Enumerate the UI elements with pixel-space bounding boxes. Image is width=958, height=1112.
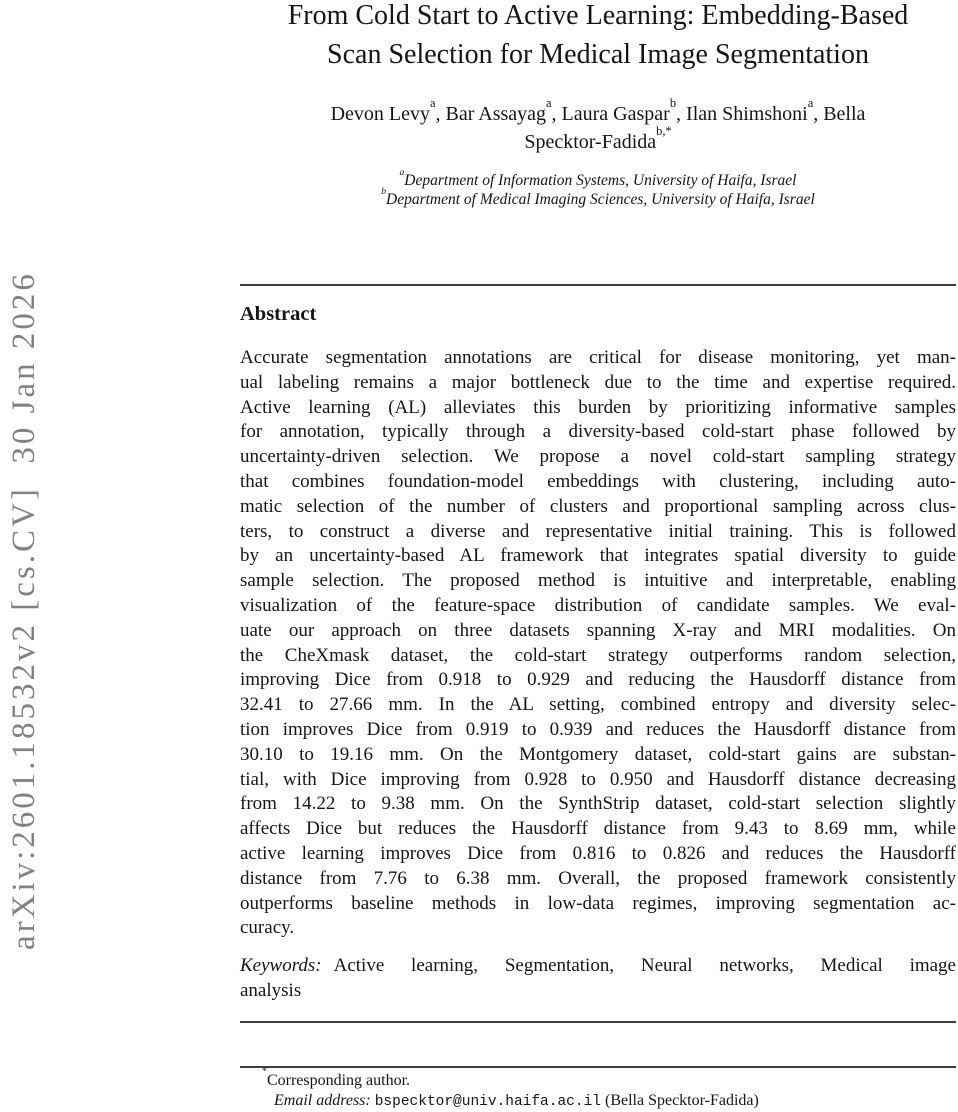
affiliation-line: $^b$Department of Medical Imaging Sciences, University of Haifa, Israel <box>381 185 815 208</box>
abstract-line: tion improves Dice from 0.919 to 0.939 and reduces the Hausdorff distance from <box>240 718 956 740</box>
footnote-email-address: bspecktor@univ.haifa.ac.il <box>374 1093 601 1110</box>
footnote-rule <box>240 1066 956 1068</box>
abstract-line: ters, to construct a diverse and representative initial training. This is followed <box>240 520 956 542</box>
footnote-email-label: Email address: <box>274 1091 371 1109</box>
affiliation-sup: a <box>399 166 405 178</box>
abstract-line: uate our approach on three datasets spanning X-ray and MRI modalities. On <box>240 619 956 641</box>
abstract-line: the CheXmask dataset, the cold-start strategy outperforms random selection, <box>240 644 956 666</box>
abstract-top-rule <box>240 284 956 286</box>
footnote-marker: * <box>262 1066 267 1078</box>
abstract-line: affects Dice but reduces the Hausdorff distance from 9.43 to 8.69 mm, while <box>240 818 956 840</box>
abstract-line: curacy. <box>240 917 295 939</box>
abstract-line: for annotation, typically through a diversity-based cold-start phase followed by <box>240 421 956 443</box>
abstract-line: active learning improves Dice from 0.816 to 0.826 and reduces the Hausdorff <box>240 842 956 864</box>
paper-title-line-1: From Cold Start to Active Learning: Embedding-Based <box>287 0 909 31</box>
keywords-block <box>240 953 956 1003</box>
abstract-line: 32.41 to 27.66 mm. In the AL setting, combined entropy and diversity selec- <box>240 694 956 716</box>
abstract-body <box>240 346 956 941</box>
keywords-text: Active learning, Segmentation, Neural networks, Medical image <box>333 955 956 976</box>
keywords-label: Keywords: <box>240 955 322 976</box>
abstract-line: Active learning (AL) alleviates this burden by prioritizing informative samples <box>240 396 956 418</box>
abstract-line: sample selection. The proposed method is intuitive and interpretable, enabling <box>240 570 956 592</box>
main-column <box>240 0 956 1112</box>
keywords-line-1 <box>240 953 956 978</box>
abstract-line: matic selection of the number of clusters and proportional sampling across clus- <box>240 495 956 517</box>
footnote-corresponding-text: Corresponding author. <box>266 1072 411 1089</box>
paper-title-line-2: Scan Selection for Medical Image Segmentation <box>327 39 869 70</box>
author-affiliation-sup: a <box>430 95 436 110</box>
footnote-corresponding-author <box>240 1066 956 1091</box>
arxiv-sidebar-stamp: arXiv:2601.18532v2 [cs.CV] 30 Jan 2026 <box>6 271 42 950</box>
abstract-heading: Abstract <box>240 303 317 325</box>
paper-title <box>240 0 956 74</box>
abstract-line: Accurate segmentation annotations are critical for disease monitoring, yet man- <box>240 347 956 368</box>
abstract-line: from 14.22 to 9.38 mm. On the SynthStrip dataset, cold-start selection slightly <box>240 793 956 815</box>
author-affiliation-sup: a <box>807 95 814 110</box>
abstract-line: visualization of the feature-space distribution of candidate samples. We eval- <box>240 594 956 616</box>
abstract-line: that combines foundation-model embeddings with clustering, including auto- <box>240 470 956 492</box>
author-affiliation-sup: a <box>546 95 552 110</box>
affiliations <box>240 166 956 209</box>
author-affiliation-sup: b,* <box>656 123 672 138</box>
abstract-line: outperforms baseline methods in low-data regimes, improving segmentation ac- <box>240 892 956 914</box>
author-line-1: Devon Levy$^a$, Bar Assayag$^a$, Laura Gaspar$^b$, Ilan Shimshoni$^a$, Bella <box>330 95 866 125</box>
abstract-line: distance from 7.76 to 6.38 mm. Overall, the proposed framework consistently <box>240 867 956 889</box>
footnote-email-line <box>240 1091 956 1112</box>
author-affiliation-sup: b <box>669 95 677 110</box>
abstract-line: uncertainty-driven selection. We propose a novel cold-start sampling strategy <box>240 446 956 468</box>
abstract-line: by an uncertainty-based AL framework that integrates spatial diversity to guide <box>240 545 956 567</box>
author-line-2: Specktor-Fadida$^{b,*}$ <box>524 123 672 153</box>
abstract-line: tial, with Dice improving from 0.928 to 0.950 and Hausdorff distance decreasing <box>240 768 956 790</box>
affiliation-line: $^a$Department of Information Systems, University of Haifa, Israel <box>399 166 797 189</box>
author-list <box>240 95 956 156</box>
abstract-line: 30.10 to 19.16 mm. On the Montgomery dataset, cold-start gains are substan- <box>240 743 956 765</box>
abstract-bottom-rule <box>240 1021 956 1023</box>
footnote-email-suffix: (Bella Specktor-Fadida) <box>604 1091 759 1109</box>
keywords-line-2: analysis <box>240 980 302 1001</box>
abstract-line: ual labeling remains a major bottleneck due to the time and expertise required. <box>240 371 956 393</box>
affiliation-sup: b <box>381 185 387 197</box>
abstract-line: improving Dice from 0.918 to 0.929 and reducing the Hausdorff distance from <box>240 669 956 691</box>
footnote-block <box>240 1066 956 1112</box>
